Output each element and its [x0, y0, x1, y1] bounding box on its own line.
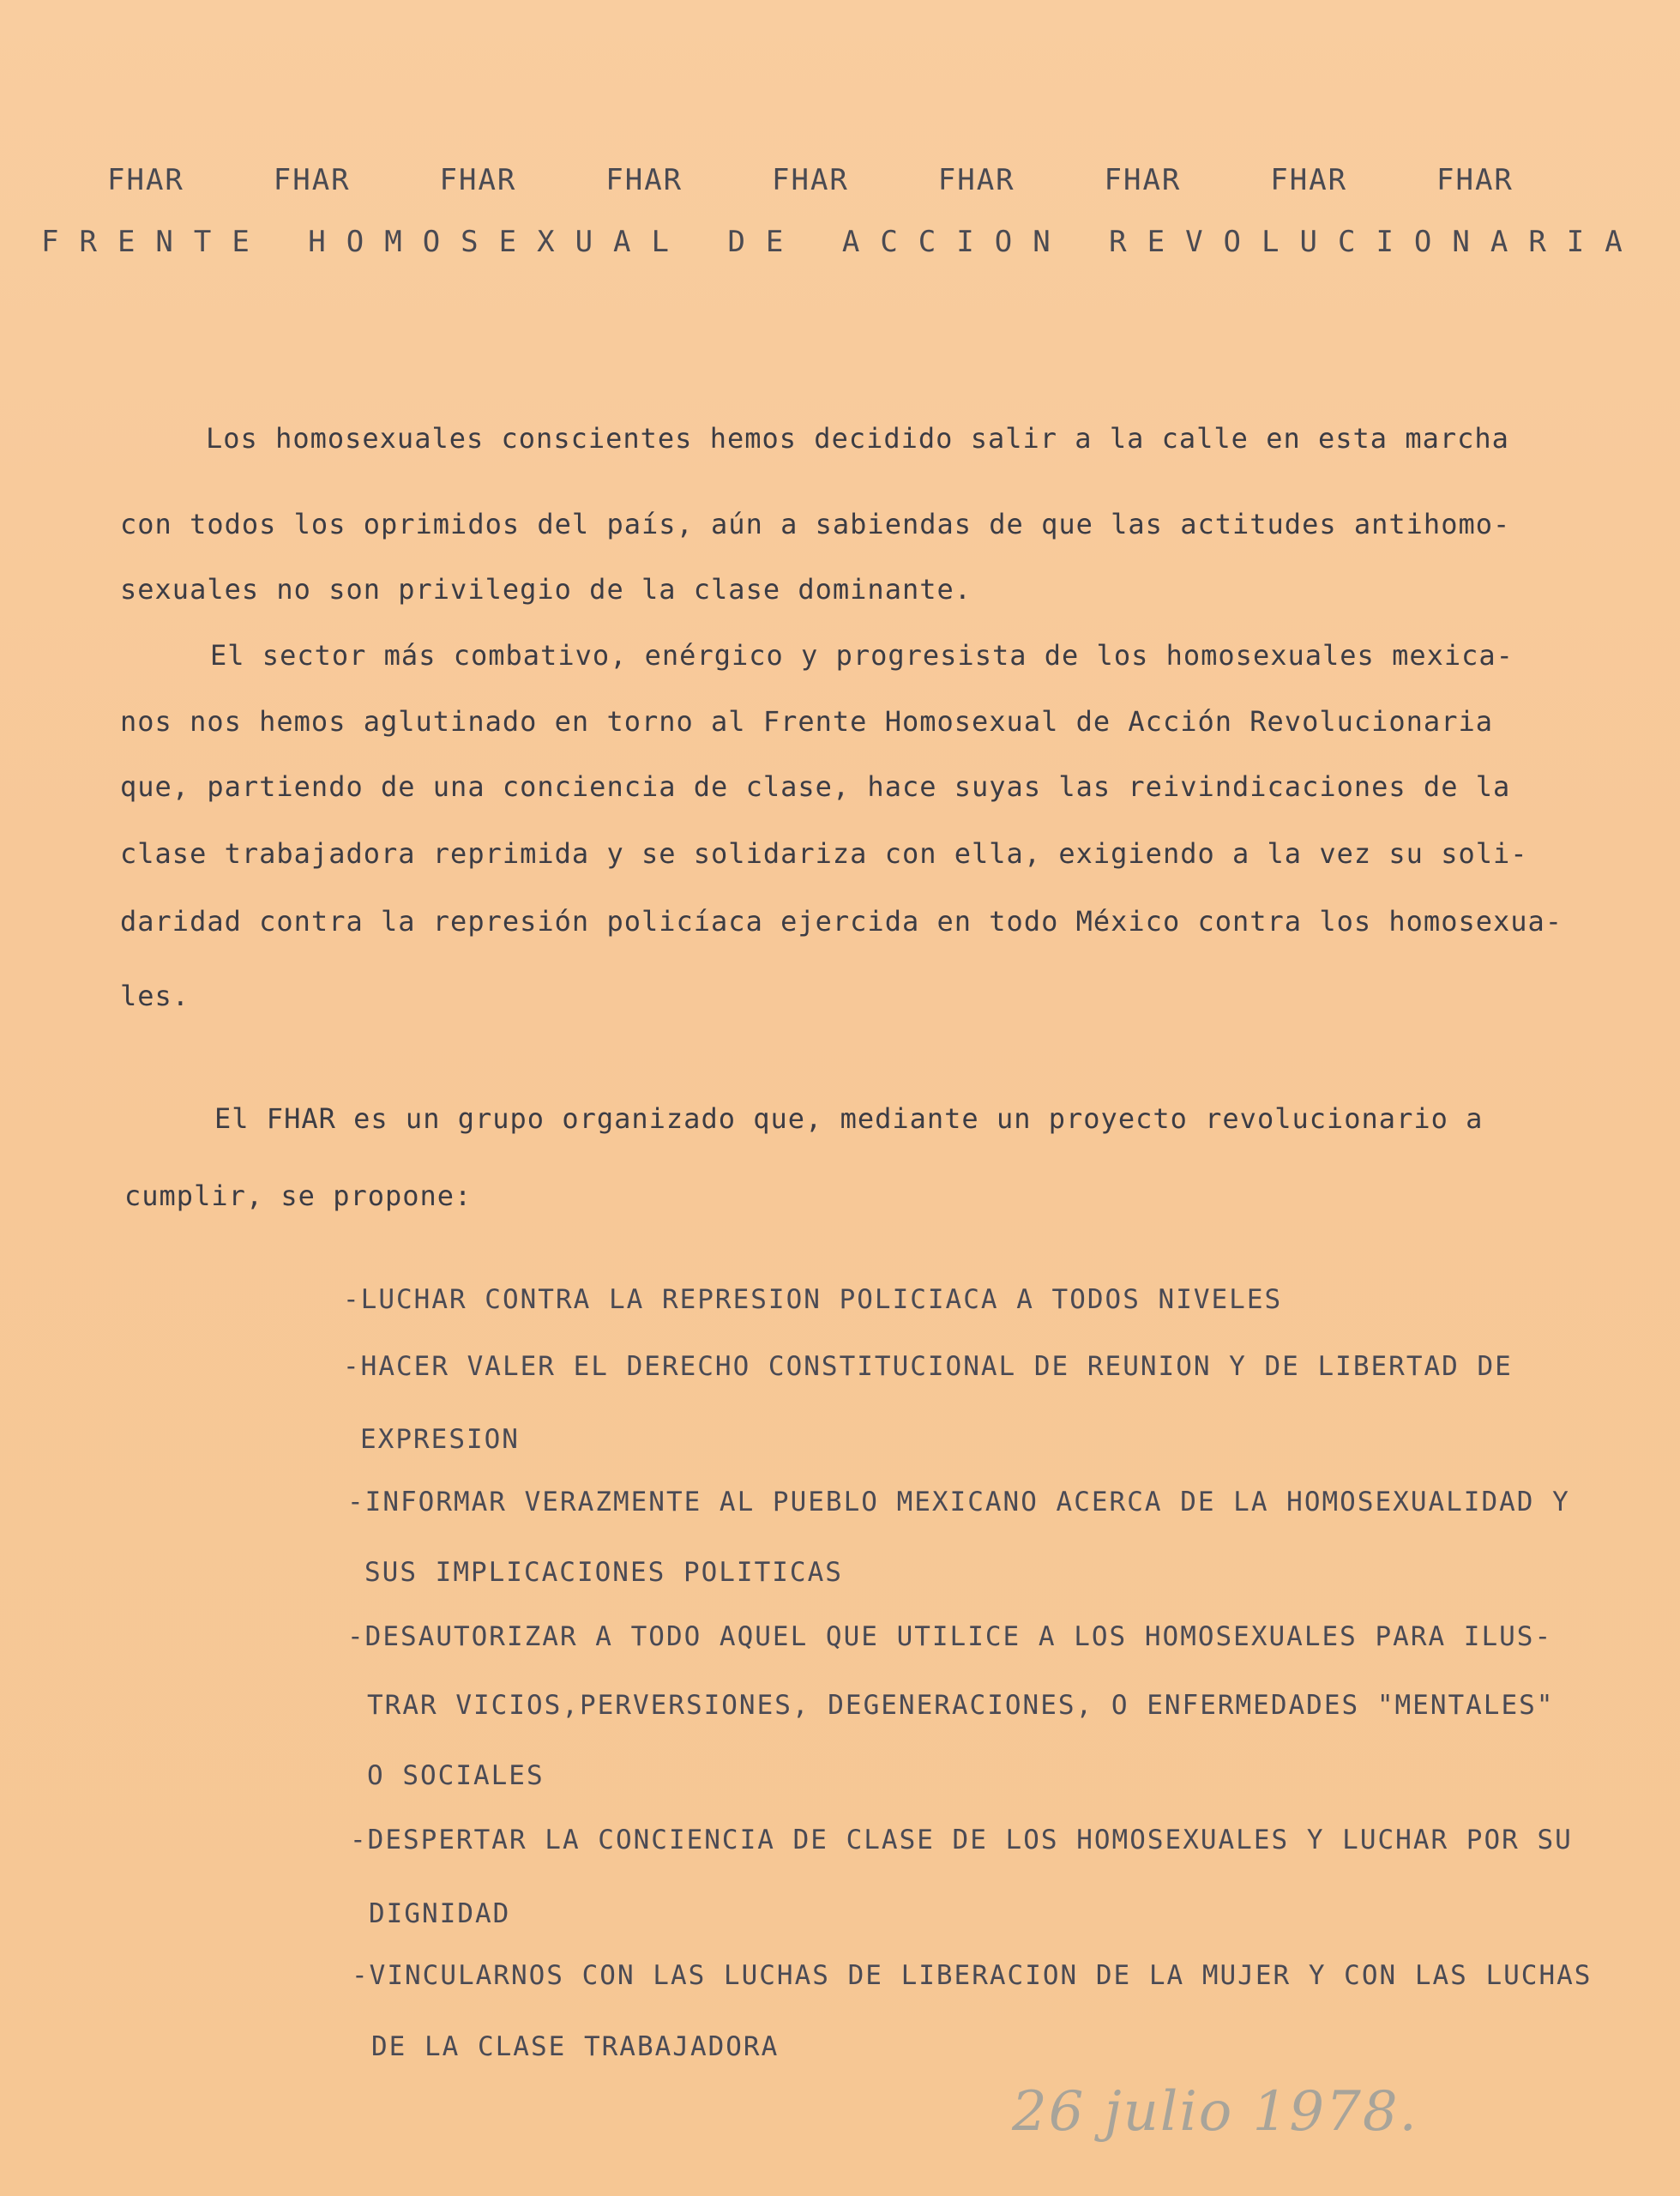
- goal-line: -HACER VALER EL DERECHO CONSTITUCIONAL DE REUNION Y DE LIBERTAD DE: [343, 1351, 1513, 1382]
- fhar-label: FHAR: [1270, 163, 1348, 197]
- goal-line: -DESPERTAR LA CONCIENCIA DE CLASE DE LOS HOMOSEXUALES Y LUCHAR POR SU: [350, 1825, 1573, 1855]
- paragraph3-line: cumplir, se propone:: [124, 1179, 473, 1212]
- goal-line: -DESAUTORIZAR A TODO AQUEL QUE UTILICE A LOS HOMOSEXUALES PARA ILUS-: [347, 1621, 1553, 1652]
- goal-line: DE LA CLASE TRABAJADORA: [371, 2031, 780, 2062]
- goal-line: -INFORMAR VERAZMENTE AL PUEBLO MEXICANO ACERCA DE LA HOMOSEXUALIDAD Y: [347, 1487, 1570, 1517]
- paragraph2-line: El sector más combativo, enérgico y progresista de los homosexuales mexica-: [210, 639, 1514, 672]
- fhar-label: FHAR: [107, 163, 184, 197]
- fhar-label: FHAR: [273, 163, 351, 197]
- paragraph2-line: nos nos hemos aglutinado en torno al Frente Homosexual de Acción Revolucionaria: [120, 705, 1493, 738]
- paragraph1-line: sexuales no son privilegio de la clase dominante.: [120, 573, 972, 606]
- paragraph2-line: que, partiendo de una conciencia de clase, hace suyas las reivindicaciones de la: [120, 770, 1511, 803]
- organization-name: FRENTE HOMOSEXUAL DE ACCION REVOLUCIONARIA: [41, 225, 1643, 259]
- goal-line: TRAR VICIOS,PERVERSIONES, DEGENERACIONES, O ENFERMEDADES "MENTALES": [367, 1690, 1555, 1721]
- paragraph3-line: El FHAR es un grupo organizado que, mediante un proyecto revolucionario a: [214, 1102, 1484, 1135]
- fhar-label: FHAR: [937, 163, 1015, 197]
- paragraph1-line: Los homosexuales conscientes hemos decidido salir a la calle en esta marcha: [206, 422, 1509, 455]
- fhar-label: FHAR: [439, 163, 517, 197]
- goal-line: SUS IMPLICACIONES POLITICAS: [364, 1557, 843, 1588]
- fhar-label: FHAR: [1104, 163, 1182, 197]
- fhar-label: FHAR: [772, 163, 849, 197]
- paragraph2-line: daridad contra la represión policíaca ejercida en todo México contra los homosexua-: [120, 905, 1563, 938]
- paragraph1-line: con todos los oprimidos del país, aún a sabiendas de que las actitudes antihomo-: [120, 508, 1511, 540]
- fhar-label: FHAR: [1436, 163, 1514, 197]
- goal-line: O SOCIALES: [367, 1760, 545, 1791]
- handwritten-date: 26 julio 1978.: [1012, 2080, 1418, 2144]
- goal-line: DIGNIDAD: [369, 1898, 511, 1929]
- fhar-label: FHAR: [605, 163, 683, 197]
- goal-line: -VINCULARNOS CON LAS LUCHAS DE LIBERACION DE LA MUJER Y CON LAS LUCHAS: [352, 1960, 1593, 1991]
- fhar-header-row: [107, 163, 1514, 197]
- goal-line: -LUCHAR CONTRA LA REPRESION POLICIACA A TODOS NIVELES: [343, 1284, 1283, 1315]
- goal-line: EXPRESION: [360, 1424, 520, 1455]
- paragraph2-line: les.: [120, 980, 190, 1012]
- paragraph2-line: clase trabajadora reprimida y se solidariza con ella, exigiendo a la vez su soli-: [120, 837, 1528, 870]
